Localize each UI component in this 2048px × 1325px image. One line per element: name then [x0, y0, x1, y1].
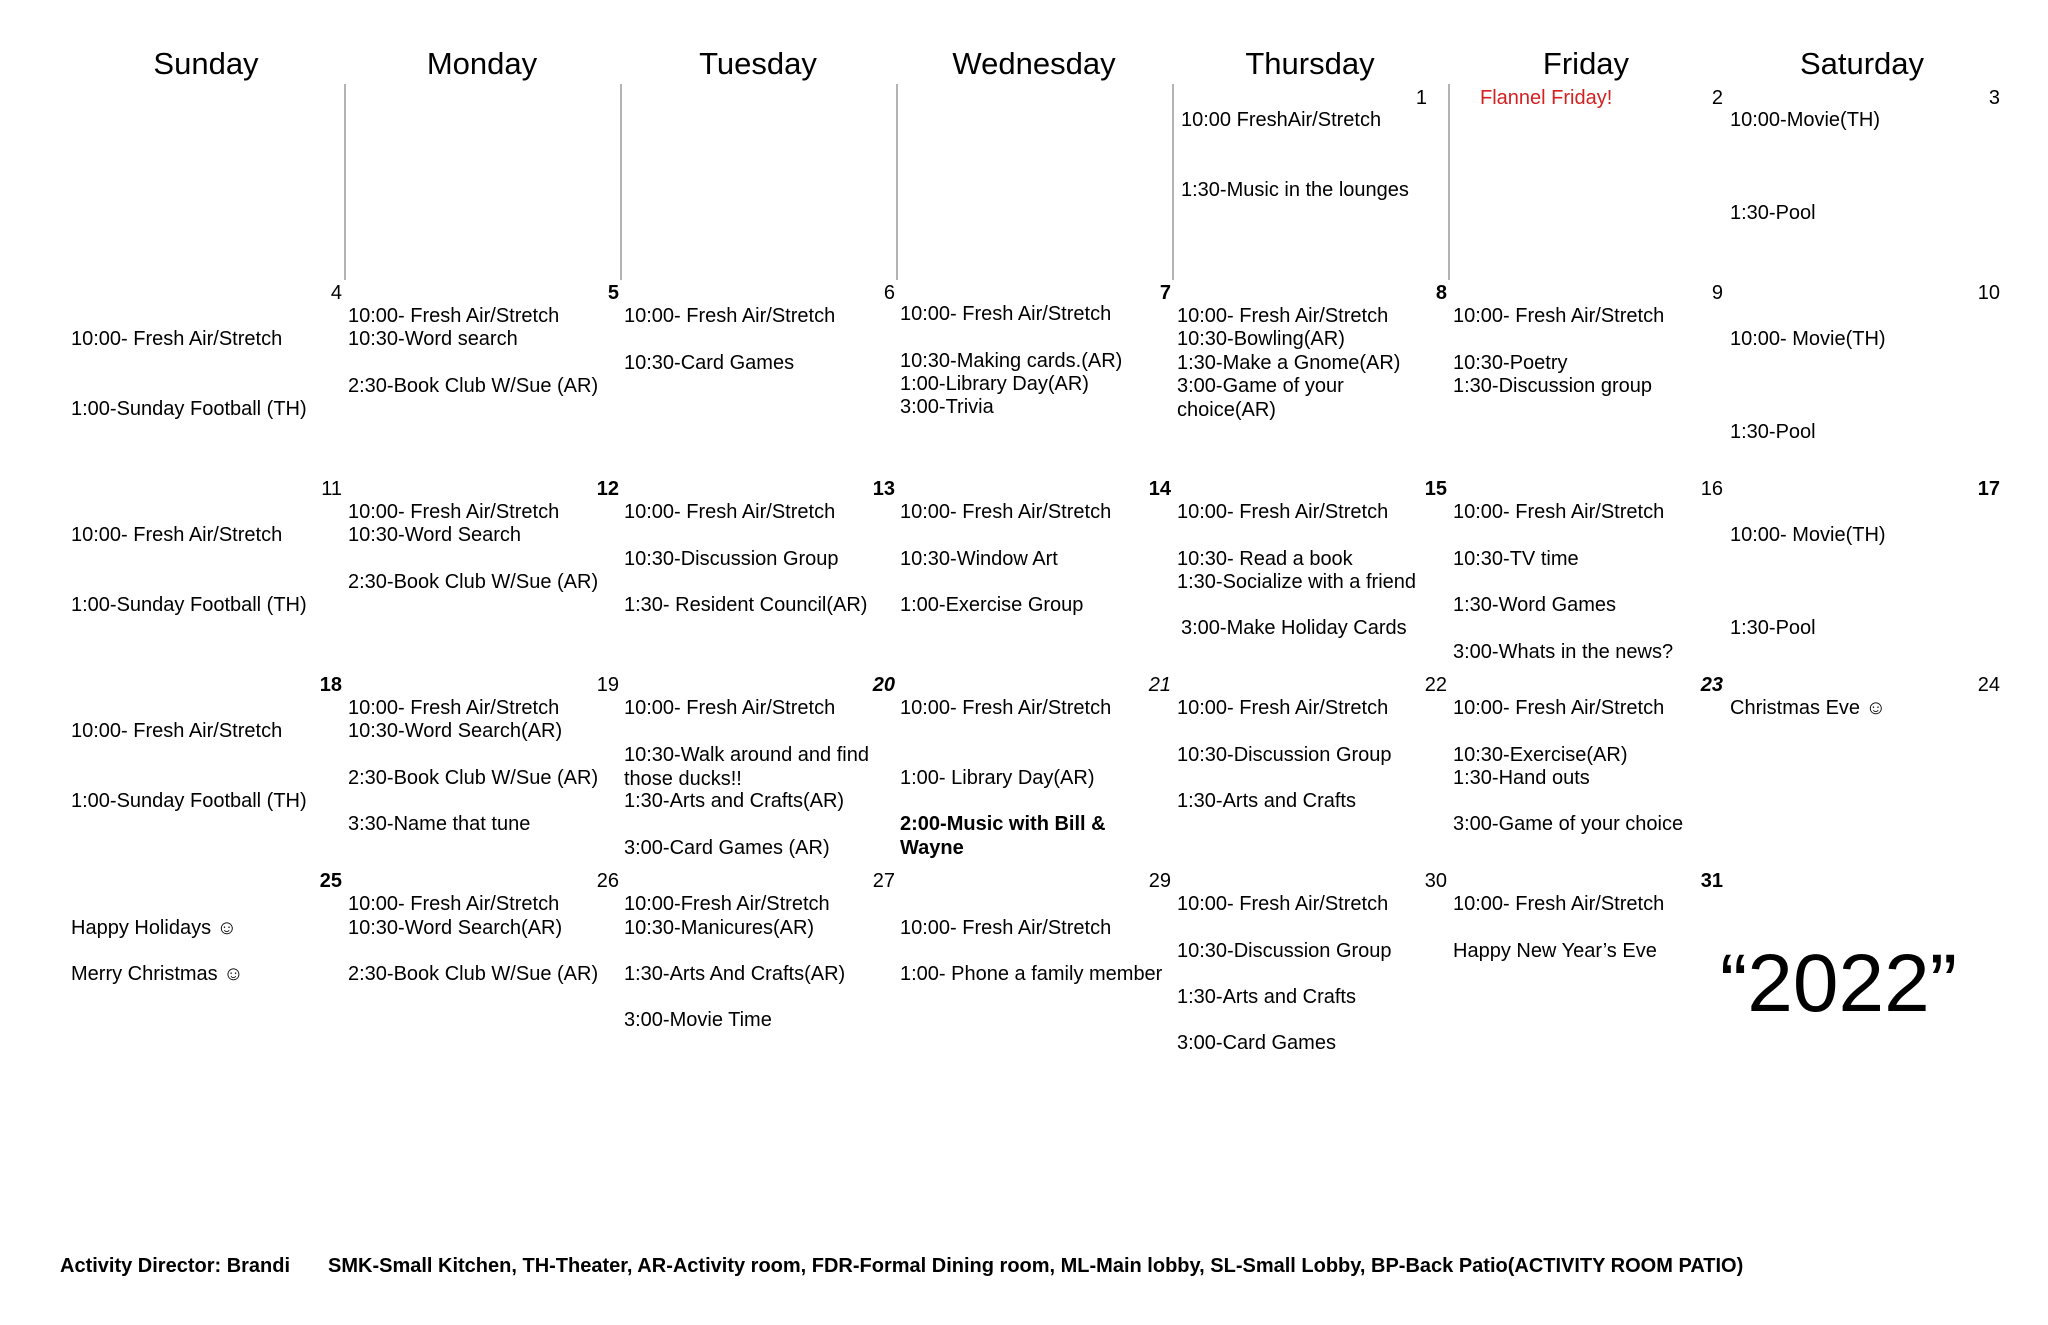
event: 1:30-Arts And Crafts(AR): [624, 963, 846, 985]
weekday-monday: Monday: [426, 46, 538, 81]
event: 10:00- Fresh Air/Stretch: [1453, 501, 1665, 523]
day-number: 31: [1700, 870, 1723, 892]
day-number: 3: [1988, 87, 2000, 109]
event: 10:00- Fresh Air/Stretch: [900, 303, 1112, 325]
event: 10:30-Making cards.(AR): [900, 350, 1123, 372]
event: 1:30-Pool: [1730, 202, 1816, 224]
event: 1:00-Library Day(AR): [900, 373, 1089, 395]
event: 10:00- Fresh Air/Stretch: [1453, 893, 1665, 915]
event: 1:30-Arts and Crafts: [1177, 986, 1356, 1008]
event: 2:30-Book Club W/Sue (AR): [348, 375, 599, 397]
weekday-friday: Friday: [1542, 46, 1630, 81]
event: 1:30-Arts and Crafts: [1177, 790, 1356, 812]
day-number: 8: [1435, 282, 1447, 304]
day-number: 4: [330, 282, 342, 304]
event: 10:00-Fresh Air/Stretch: [624, 893, 830, 915]
event: 10:00- Fresh Air/Stretch: [1453, 305, 1665, 327]
day-number: 25: [319, 870, 342, 892]
event: 10:00- Fresh Air/Stretch: [348, 501, 560, 523]
event: 1:00-Sunday Football (TH): [71, 594, 307, 616]
event: 10:00-Movie(TH): [1730, 109, 1881, 131]
event: 3:00-Game of your choice: [1453, 813, 1684, 835]
day-number: 24: [1977, 674, 2000, 696]
year-banner: “2022”: [1720, 938, 1958, 1029]
day-number: 22: [1424, 674, 1447, 696]
event: 10:30-Word Search(AR): [348, 720, 563, 742]
event: Christmas Eve ☺: [1730, 697, 1887, 719]
event: 10:00- Fresh Air/Stretch: [900, 697, 1112, 719]
event: 10:00- Fresh Air/Stretch: [1177, 501, 1389, 523]
event: 10:30-Word Search: [348, 524, 522, 546]
day-number: 18: [319, 674, 342, 696]
event: 10:00- Fresh Air/Stretch: [71, 720, 283, 742]
event: 10:00- Fresh Air/Stretch: [71, 328, 283, 350]
day-number: 27: [872, 870, 895, 892]
event: 3:00-Card Games: [1177, 1032, 1336, 1054]
event: 3:00-Trivia: [900, 396, 994, 418]
day-number: 21: [1148, 674, 1171, 696]
event: 10:00- Fresh Air/Stretch: [900, 917, 1112, 939]
event: 10:30-Discussion Group: [1177, 940, 1392, 962]
flannel-friday-note: Flannel Friday!: [1480, 87, 1613, 109]
day-number: 9: [1711, 282, 1723, 304]
day-number: 19: [596, 674, 619, 696]
event: 10:30-Window Art: [900, 548, 1058, 570]
event: 10:00- Movie(TH): [1730, 524, 1886, 546]
event: 10:00- Fresh Air/Stretch: [1453, 697, 1665, 719]
day-number: 10: [1977, 282, 2000, 304]
event: 10:30-Word Search(AR): [348, 917, 563, 939]
event: 1:30-Discussion group: [1453, 375, 1652, 397]
event: 3:00-Card Games (AR): [624, 837, 830, 859]
event: 10:00- Movie(TH): [1730, 328, 1886, 350]
day-number: 17: [1977, 478, 2000, 500]
event: 10:00- Fresh Air/Stretch: [348, 305, 560, 327]
event: 1:30-Pool: [1730, 421, 1816, 443]
weekday-saturday: Saturday: [1799, 46, 1925, 81]
event: 1:30-Music in the lounges: [1181, 179, 1409, 201]
day-number: 14: [1148, 478, 1171, 500]
event: 1:00-Sunday Football (TH): [71, 398, 307, 420]
day-number: 1: [1415, 87, 1427, 109]
event: 2:30-Book Club W/Sue (AR): [348, 767, 599, 789]
day-number: 5: [607, 282, 619, 304]
day-number: 16: [1700, 478, 1723, 500]
event: 10:00 FreshAir/Stretch: [1181, 109, 1382, 131]
event: 10:00- Fresh Air/Stretch: [1177, 305, 1389, 327]
event: 1:00- Phone a family member: [900, 963, 1163, 985]
event: 3:00-Make Holiday Cards: [1181, 617, 1407, 639]
day-number: 11: [321, 478, 342, 500]
event: 10:00- Fresh Air/Stretch: [624, 697, 836, 719]
event: 1:00- Library Day(AR): [900, 767, 1095, 789]
day-number: 6: [883, 282, 895, 304]
location-legend: SMK-Small Kitchen, TH-Theater, AR-Activity room, FDR-Formal Dining room, ML-Main lobby, SL-Small Lobby, BP-Back Patio(ACTIVITY ROOM PATIO): [328, 1255, 1744, 1277]
event: 10:00- Fresh Air/Stretch: [900, 501, 1112, 523]
event: Merry Christmas ☺: [71, 963, 244, 985]
event: 2:30-Book Club W/Sue (AR): [348, 571, 599, 593]
event: 1:30-Arts and Crafts(AR): [624, 790, 845, 812]
column-divider: [1172, 84, 1174, 280]
event: 10:30-Discussion Group: [624, 548, 839, 570]
event: Happy New Year’s Eve: [1453, 940, 1657, 962]
event: 10:00- Fresh Air/Stretch: [348, 893, 560, 915]
event: 2:30-Book Club W/Sue (AR): [348, 963, 599, 985]
event: 3:30-Name that tune: [348, 813, 531, 835]
column-divider: [344, 84, 346, 280]
event: 1:30-Hand outs: [1453, 767, 1590, 789]
weekday-thursday: Thursday: [1245, 46, 1375, 81]
event: 10:30-Exercise(AR): [1453, 744, 1628, 766]
event: 1:30-Make a Gnome(AR): [1177, 352, 1401, 374]
column-divider: [620, 84, 622, 280]
column-divider: [1448, 84, 1450, 280]
event: 3:00-Game of your choice(AR): [1177, 375, 1344, 421]
event: 10:30-TV time: [1453, 548, 1579, 570]
activity-director: Activity Director: Brandi: [60, 1255, 291, 1277]
event: 3:00-Whats in the news?: [1453, 641, 1674, 663]
weekday-tuesday: Tuesday: [699, 46, 817, 81]
day-number: 15: [1424, 478, 1447, 500]
day-number: 23: [1700, 674, 1723, 696]
event: 1:30-Pool: [1730, 617, 1816, 639]
weekday-wednesday: Wednesday: [952, 46, 1116, 81]
day-number: 13: [872, 478, 895, 500]
event: 1:30- Resident Council(AR): [624, 594, 868, 616]
event: 10:00- Fresh Air/Stretch: [624, 305, 836, 327]
event: 1:00-Sunday Football (TH): [71, 790, 307, 812]
day-number: 7: [1159, 282, 1171, 304]
event: 10:30-Card Games: [624, 352, 795, 374]
day-number: 12: [596, 478, 619, 500]
event: Happy Holidays ☺: [71, 917, 238, 939]
event: 10:30-Discussion Group: [1177, 744, 1392, 766]
event: 10:00- Fresh Air/Stretch: [71, 524, 283, 546]
event: 1:00-Exercise Group: [900, 594, 1084, 616]
event: 10:00- Fresh Air/Stretch: [348, 697, 560, 719]
event: 1:30-Word Games: [1453, 594, 1617, 616]
event: 2:00-Music with Bill & Wayne: [900, 813, 1106, 859]
weekday-sunday: Sunday: [153, 46, 259, 81]
day-number: 29: [1148, 870, 1171, 892]
event: 10:30- Read a book: [1177, 548, 1353, 570]
event: 10:00- Fresh Air/Stretch: [1177, 697, 1389, 719]
event: 10:30-Poetry: [1453, 352, 1568, 374]
day-number: 20: [872, 674, 895, 696]
day-number: 26: [596, 870, 619, 892]
day-number: 30: [1424, 870, 1447, 892]
day-number: 2: [1711, 87, 1723, 109]
event: 1:30-Socialize with a friend: [1177, 571, 1417, 593]
column-divider: [896, 84, 898, 280]
event: 10:30-Word search: [348, 328, 518, 350]
event: 10:00- Fresh Air/Stretch: [1177, 893, 1389, 915]
event: 10:00- Fresh Air/Stretch: [624, 501, 836, 523]
event: 10:30-Bowling(AR): [1177, 328, 1345, 350]
event: 10:30-Walk around and find those ducks!!: [624, 744, 869, 790]
event: 3:00-Movie Time: [624, 1009, 772, 1031]
event: 10:30-Manicures(AR): [624, 917, 815, 939]
